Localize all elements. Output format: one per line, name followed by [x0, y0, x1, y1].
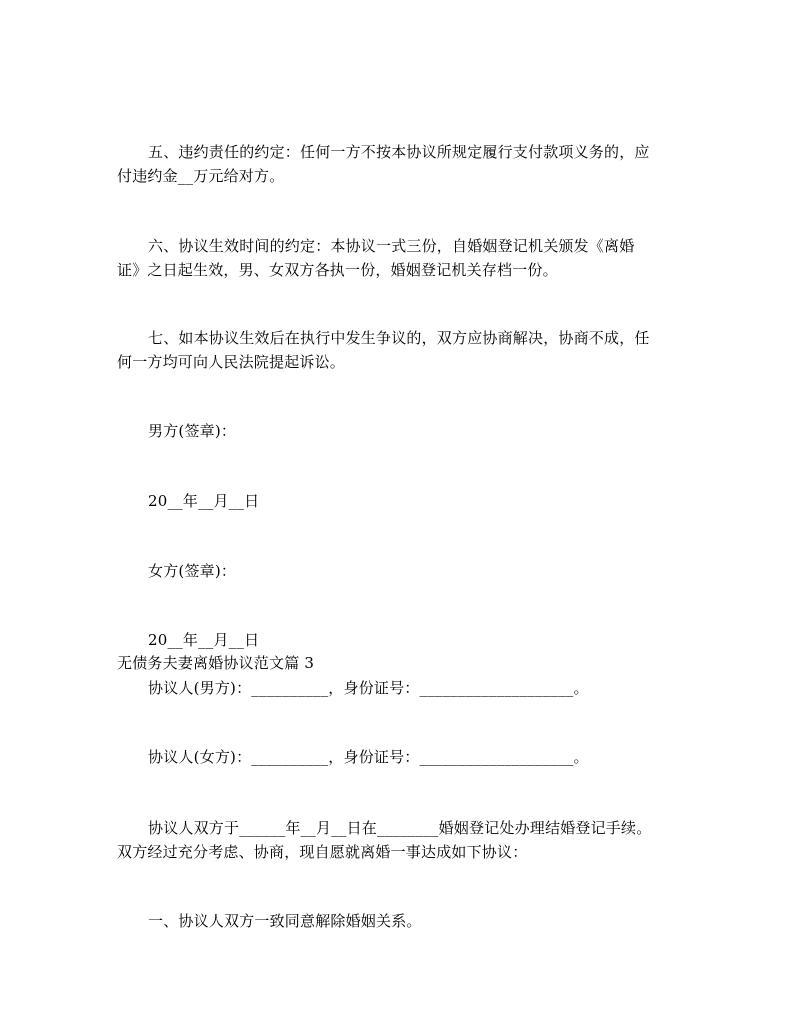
clause-6-line-2: 证》之日起生效，男、女双方各执一份，婚姻登记机关存档一份。 — [117, 261, 558, 279]
party-female-line: 协议人(女方)：__________，身份证号：____________________。 — [148, 748, 589, 766]
clause-6-line-1: 六、协议生效时间的约定：本协议一式三份，自婚姻登记机关颁发《离婚 — [148, 237, 635, 255]
clause-7-line-2: 何一方均可向人民法院提起诉讼。 — [117, 353, 346, 371]
clause-7-line-1: 七、如本协议生效后在执行中发生争议的，双方应协商解决，协商不成，任 — [148, 329, 650, 347]
clause-5-line-2: 付违约金__万元给对方。 — [117, 167, 285, 185]
intro-line-1: 协议人双方于______年__月__日在________婚姻登记处办理结婚登记手续。 — [148, 819, 652, 837]
party-male-line: 协议人(男方)：__________，身份证号：____________________。 — [148, 679, 589, 697]
clause-5-line-1: 五、违约责任的约定：任何一方不按本协议所规定履行支付款项义务的，应 — [148, 143, 650, 161]
intro-line-2: 双方经过充分考虑、协商，现自愿就离婚一事达成如下协议： — [117, 843, 528, 861]
male-signature-label: 男方(签章)： — [148, 422, 237, 440]
male-signature-date: 20__年__月__日 — [148, 492, 260, 510]
female-signature-label: 女方(签章)： — [148, 562, 237, 580]
female-signature-date: 20__年__月__日 — [148, 631, 260, 649]
section-title: 无债务夫妻离婚协议范文篇 3 — [117, 654, 315, 672]
article-1: 一、协议人双方一致同意解除婚姻关系。 — [148, 912, 422, 930]
